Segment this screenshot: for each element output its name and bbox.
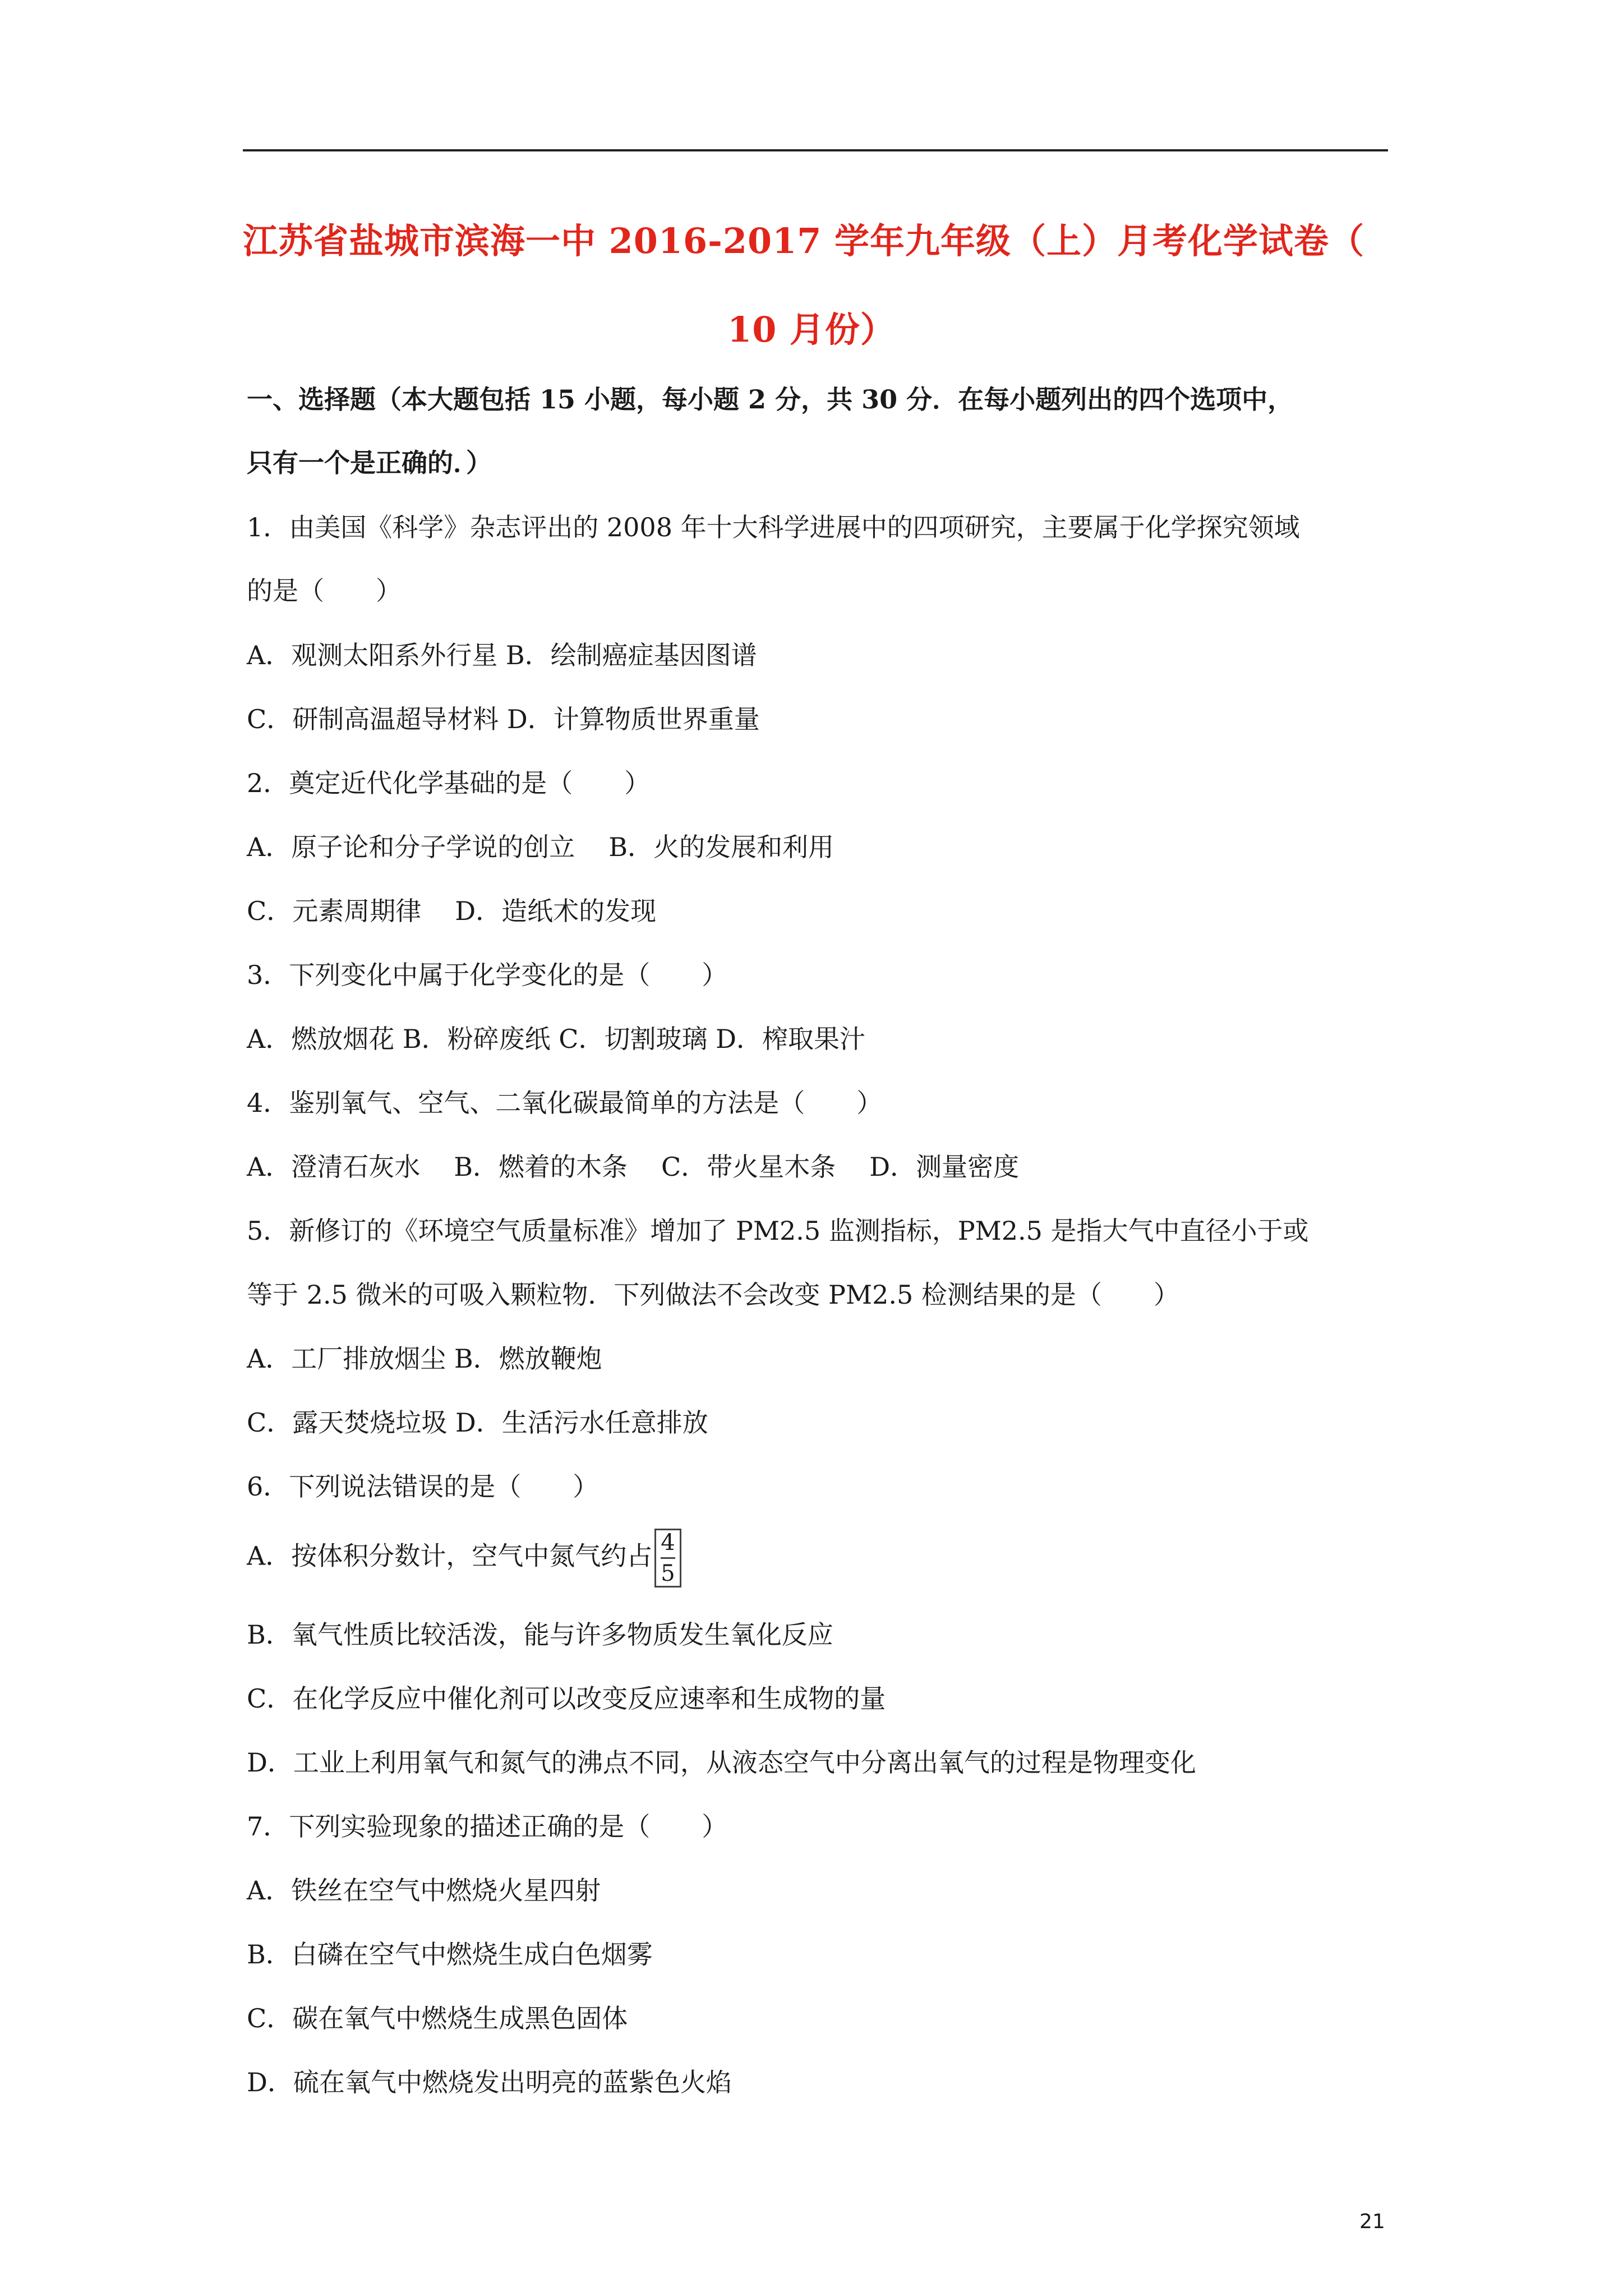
question-4-options [247,1154,1019,1180]
question-3-options: A．燃放烟花 B．粉碎废纸 C．切割玻璃 D．榨取果汁 [247,1024,865,1054]
question-2-options-line-1 [247,834,834,860]
question-6-option-d: D．工业上利用氧气和氮气的沸点不同，从液态空气中分离出氧气的过程是物理变化 [247,1747,1196,1778]
question-5-stem-line-2: 等于 2.5 微米的可吸入颗粒物．下列做法不会改变 PM2.5 检测结果的是（ ） [247,1280,1179,1310]
question-6-option-c: C．在化学反应中催化剂可以改变反应速率和生成物的量 [247,1683,886,1714]
question-7-option-d: D．硫在氧气中燃烧发出明亮的蓝紫色火焰 [247,2067,732,2097]
question-2-option-c: C．元素周期律 [247,896,422,926]
question-2-option-b: B．火的发展和利用 [608,832,834,862]
question-7-option-c: C．碳在氧气中燃烧生成黑色固体 [247,2003,628,2033]
question-6-option-b: B．氧气性质比较活泼，能与许多物质发生氧化反应 [247,1619,833,1650]
question-2-stem: 2．奠定近代化学基础的是（ ） [247,768,651,798]
question-7-stem: 7．下列实验现象的描述正确的是（ ） [247,1811,728,1842]
question-1-options-line-1: A．观测太阳系外行星 B．绘制癌症基因图谱 [247,640,757,670]
question-1-options-line-2: C．研制高温超导材料 D．计算物质世界重量 [247,704,760,734]
question-3-stem: 3．下列变化中属于化学变化的是（ ） [247,960,728,990]
question-5-options-line-1: A．工厂排放烟尘 B．燃放鞭炮 [247,1343,602,1374]
question-2-option-a: A．原子论和分子学说的创立 [247,832,575,862]
question-4-option-d: D．测量密度 [869,1152,1020,1182]
four-fifths-fraction [654,1529,681,1588]
question-5-stem-line-1: 5．新修订的《环境空气质量标准》增加了 PM2.5 监测指标，PM2.5 是指大气中直径小于或 [247,1216,1309,1246]
section-heading-line-1: 一、选择题（本大题包括 15 小题，每小题 2 分，共 30 分．在每小题列出的四个选项中， [247,384,1294,415]
fraction-denominator: 5 [661,1561,675,1586]
question-7-option-a: A．铁丝在空气中燃烧火星四射 [247,1875,601,1906]
question-4-option-b: B．燃着的木条 [454,1152,628,1182]
page-number: 21 [1359,2210,1385,2233]
exam-title-line-2: 10 月份） [727,309,896,350]
question-6-option-a-text: A．按体积分数计，空气中氮气约占 [247,1540,653,1571]
question-1-stem-line-2: 的是（ ） [247,576,402,606]
question-1-stem-line-1: 1．由美国《科学》杂志评出的 2008 年十大科学进展中的四项研究，主要属于化学探究领域 [247,512,1300,542]
exam-title-line-1: 江苏省盐城市滨海一中 2016-2017 学年九年级（上）月考化学试卷（ [243,220,1365,261]
question-4-option-c: C．带火星木条 [661,1152,836,1182]
section-heading-line-2: 只有一个是正确的．） [247,448,492,478]
question-6-stem: 6．下列说法错误的是（ ） [247,1471,599,1502]
question-7-option-b: B．白磷在空气中燃烧生成白色烟雾 [247,1939,653,1970]
question-5-options-line-2: C．露天焚烧垃圾 D．生活污水任意排放 [247,1407,708,1438]
question-2-options-line-2 [247,898,656,924]
fraction-numerator: 4 [661,1531,675,1559]
header-rule [243,149,1388,151]
question-6-option-a [247,1529,681,1588]
question-4-option-a: A．澄清石灰水 [247,1152,421,1182]
question-2-option-d: D．造纸术的发现 [455,896,657,926]
question-4-stem: 4．鉴别氧气、空气、二氧化碳最简单的方法是（ ） [247,1088,883,1118]
